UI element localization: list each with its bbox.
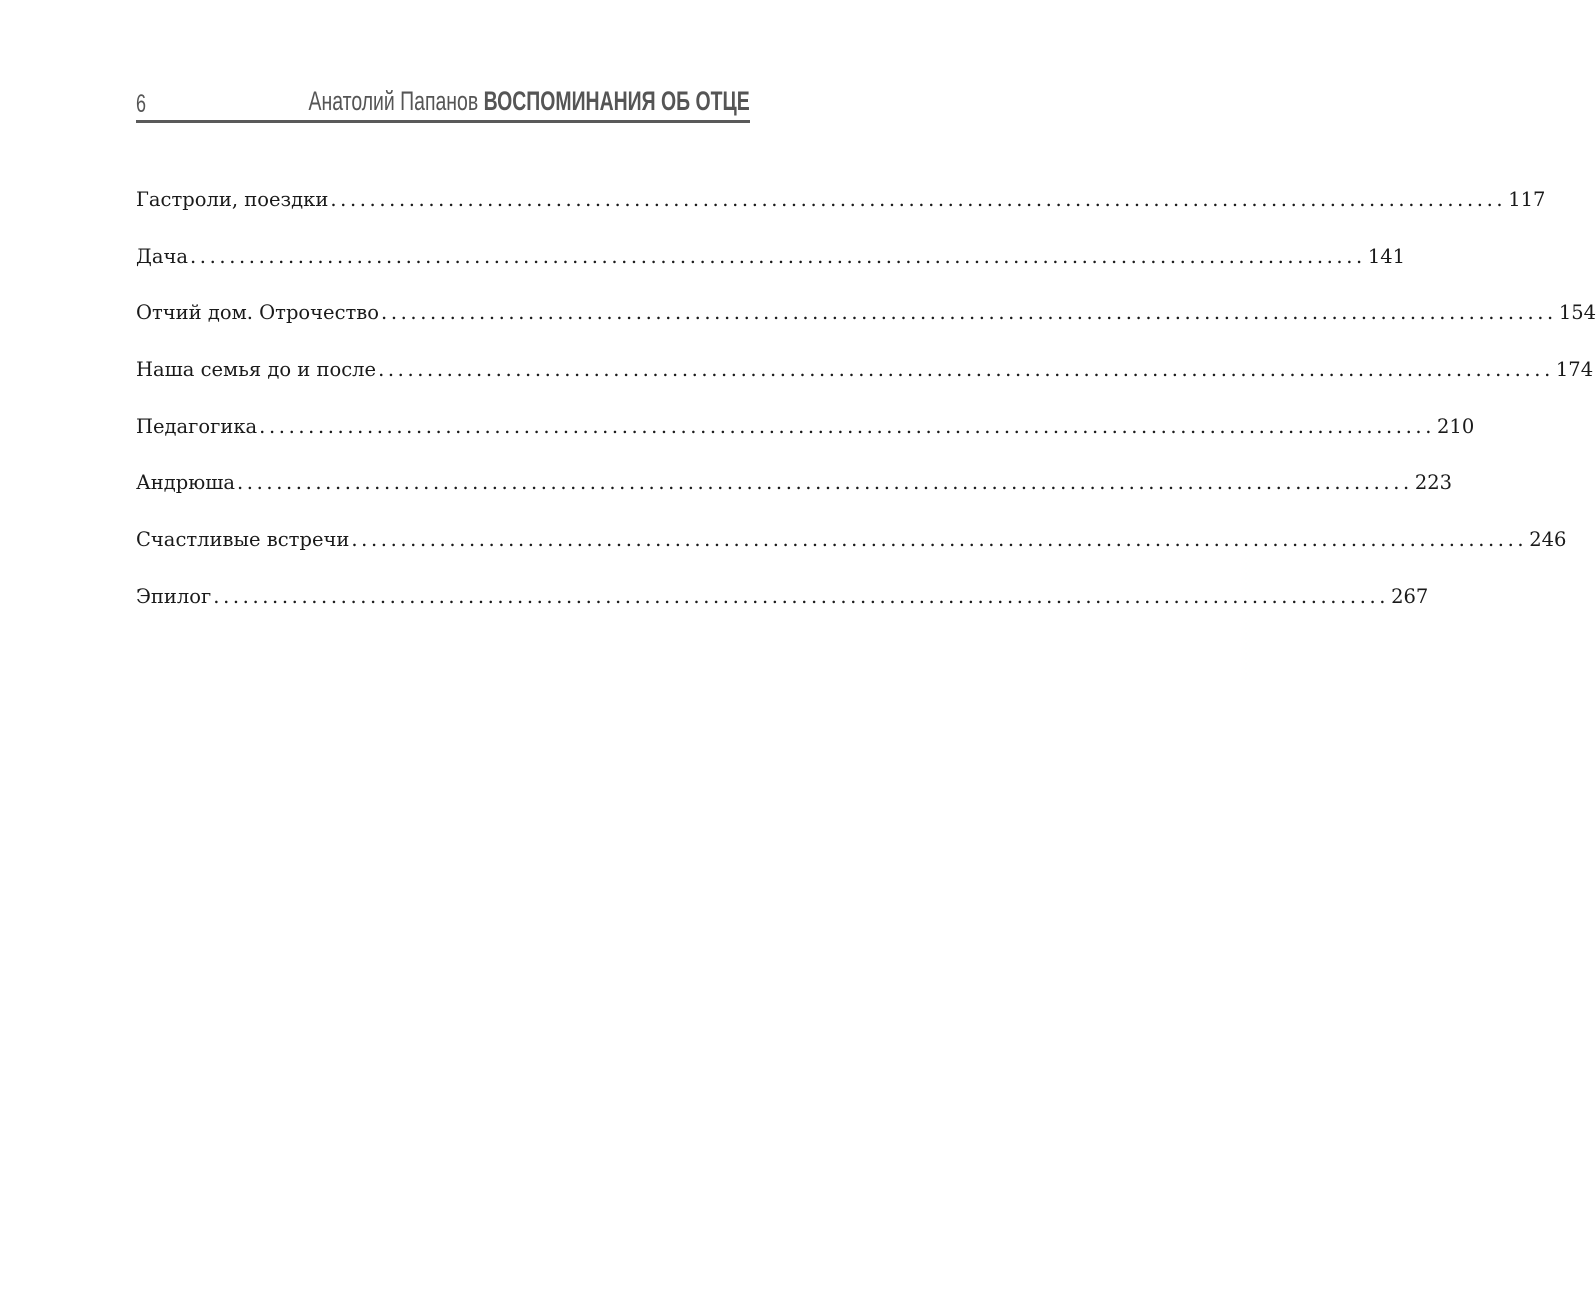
toc-entry-page: 117 xyxy=(1508,188,1546,211)
toc-entry xyxy=(136,524,1567,581)
toc-entry-title: Педагогика xyxy=(136,414,258,438)
toc-entry-page: 223 xyxy=(1414,471,1453,495)
dot-leader: ........................................................................................................................ xyxy=(381,301,1557,325)
dot-leader: ........................................................................................................................ xyxy=(351,528,1528,552)
toc-entry-page: 246 xyxy=(1529,528,1567,552)
running-head-title xyxy=(309,86,750,116)
table-of-contents xyxy=(136,184,1596,638)
dot-leader: ........................................................................................................................ xyxy=(259,414,1435,438)
toc-entry-title: Гастроли, поездки xyxy=(136,188,329,211)
dot-leader: ........................................................................................................................ xyxy=(378,358,1554,382)
toc-entry xyxy=(136,354,1594,411)
dot-leader: ........................................................................................................................ xyxy=(237,471,1413,495)
toc-entry xyxy=(136,467,1453,524)
dot-leader: ........................................................................................................................ xyxy=(330,188,1507,211)
toc-entry-title: Эпилог xyxy=(136,584,212,608)
dot-leader: ........................................................................................................................ xyxy=(213,584,1390,608)
toc-entry xyxy=(136,411,1475,468)
running-head xyxy=(136,82,750,118)
toc-entry-title: Дача xyxy=(136,244,188,268)
toc-entry-page: 154 xyxy=(1558,301,1596,325)
toc-entry xyxy=(136,581,1429,638)
toc-entry-page: 174 xyxy=(1555,358,1594,382)
toc-entry-page: 141 xyxy=(1367,244,1406,268)
author-name: Анатолий Папанов xyxy=(308,86,479,116)
page-number: 6 xyxy=(136,90,147,118)
toc-entry-title: Андрюша xyxy=(136,471,235,495)
toc-entry xyxy=(136,184,1546,241)
toc-entry-page: 267 xyxy=(1391,584,1429,608)
toc-entry-title: Наша семья до и после xyxy=(136,358,377,382)
toc-entry xyxy=(136,241,1406,298)
book-title: ВОСПОМИНАНИЯ ОБ ОТЦЕ xyxy=(483,86,750,116)
header-rule xyxy=(136,120,750,123)
toc-entry-title: Счастливые встречи xyxy=(136,528,350,552)
toc-entry xyxy=(136,297,1596,354)
toc-entry-title: Отчий дом. Отрочество xyxy=(136,301,380,325)
dot-leader: ........................................................................................................................ xyxy=(190,244,1366,268)
toc-entry-page: 210 xyxy=(1437,414,1475,438)
